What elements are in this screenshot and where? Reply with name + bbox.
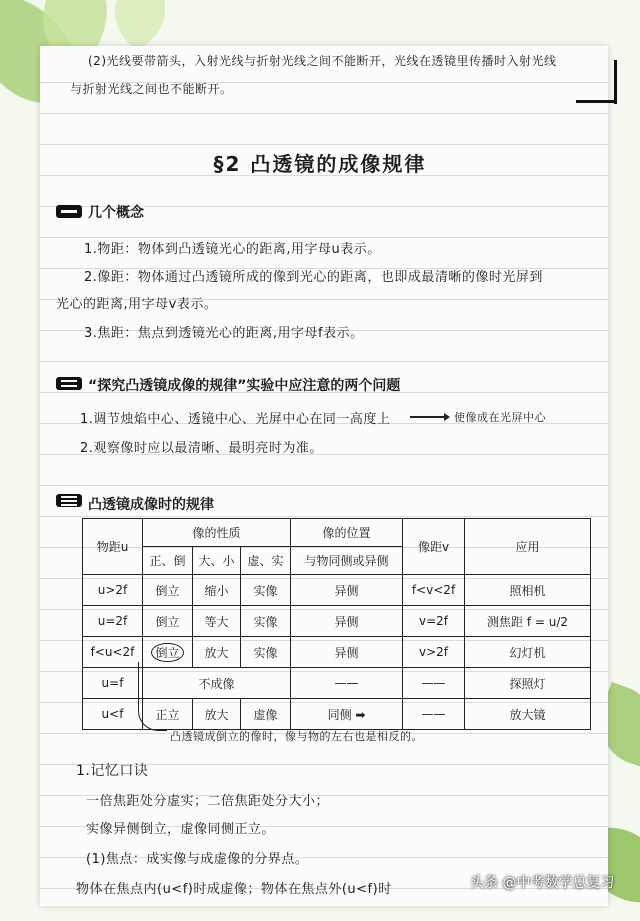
cell-image-distance: v>2f <box>403 637 465 668</box>
cell-application: 测焦距 f = u/2 <box>465 606 591 637</box>
experiment-note-1: 1.调节烛焰中心、透镜中心、光屏中心在同一高度上 <box>80 412 391 427</box>
corner-mark <box>600 60 617 104</box>
cell-upright: 正立 <box>143 699 193 730</box>
focal-point-note: (1)焦点：成实像与成虚像的分界点。 <box>86 852 309 867</box>
source-watermark: 头条 @中考数学总复习 <box>470 875 615 891</box>
concept-image-distance-cont: 光心的距离,用字母v表示。 <box>56 297 218 312</box>
cell-object-distance: u<f <box>83 699 143 730</box>
cell-image-distance: —— <box>403 699 465 730</box>
corner-mark <box>576 100 614 103</box>
header-image-nature: 像的性质 <box>143 519 291 547</box>
result-arrow <box>410 416 448 418</box>
concept-object-distance: 1.物距：物体到凸透镜光心的距离,用字母u表示。 <box>84 242 381 257</box>
focal-point-detail: 物体在焦点内(u<f)时成虚像；物体在焦点外(u<f)时 <box>76 882 392 897</box>
section-two-badge <box>56 377 82 390</box>
circled-inverted: 倒立 <box>151 643 183 662</box>
mnemonic-line-1: 一倍焦距处分虚实；二倍焦距处分大小； <box>86 794 330 809</box>
table-row <box>83 575 591 606</box>
header-position-side: 与物同侧或异侧 <box>291 547 403 575</box>
cell-position: 异侧 <box>291 637 403 668</box>
concept-image-distance: 2.像距：物体通过凸透镜所成的像到光心的距离，也即成最清晰的像时光屏到 <box>84 270 543 285</box>
header-application: 应用 <box>465 519 591 575</box>
header-image-distance: 像距v <box>403 519 465 575</box>
cell-position: 异侧 <box>291 606 403 637</box>
cell-size: 等大 <box>193 606 241 637</box>
cell-object-distance: u>2f <box>83 575 143 606</box>
leaf-decoration-top-left <box>98 0 183 52</box>
header-upright-inverted: 正、倒 <box>143 547 193 575</box>
mnemonic-line-2: 实像异侧倒立，虚像同侧正立。 <box>86 822 276 837</box>
cell-upright: 倒立 <box>143 575 193 606</box>
section-two-heading: “探究凸透镜成像的规律”实验中应注意的两个问题 <box>88 378 401 394</box>
page-title: §2 凸透镜的成像规律 <box>213 152 427 176</box>
cell-image-distance: v=2f <box>403 606 465 637</box>
experiment-note-2: 2.观察像时应以最清晰、最明亮时为准。 <box>80 441 323 456</box>
cell-position-text: 同侧 <box>327 707 352 722</box>
experiment-note-1-result: 使像成在光屏中心 <box>454 411 546 424</box>
section-three-heading: 凸透镜成像时的规律 <box>88 497 214 513</box>
table-row <box>83 606 591 637</box>
top-note-line2: 与折射光线之间也不能断开。 <box>70 82 233 96</box>
section-three-badge <box>56 494 82 507</box>
cell-upright: 倒立 <box>143 606 193 637</box>
cell-no-image: 不成像 <box>143 668 291 699</box>
cell-real-virtual: 实像 <box>241 637 291 668</box>
cell-position: 异侧 <box>291 575 403 606</box>
cell-application: 幻灯机 <box>465 637 591 668</box>
cell-position: —— <box>291 668 403 699</box>
section-one-heading: 几个概念 <box>88 205 144 221</box>
section-one-badge <box>56 205 82 218</box>
mnemonic-heading: 1.记忆口诀 <box>76 763 149 779</box>
cell-object-distance: u=2f <box>83 606 143 637</box>
cell-size: 缩小 <box>193 575 241 606</box>
cell-object-distance: u=f <box>83 668 143 699</box>
top-note-line1: (2)光线要带箭头，入射光线与折射光线之间不能断开，光线在透镜里传播时入射光线 <box>88 54 557 68</box>
header-size: 大、小 <box>193 547 241 575</box>
cell-real-virtual: 实像 <box>241 606 291 637</box>
concept-focal-length: 3.焦距：焦点到透镜光心的距离,用字母f表示。 <box>84 326 364 341</box>
header-real-virtual: 虚、实 <box>241 547 291 575</box>
cell-size: 放大 <box>193 699 241 730</box>
cell-real-virtual: 实像 <box>241 575 291 606</box>
cell-size: 放大 <box>193 637 241 668</box>
cell-real-virtual: 虚像 <box>241 699 291 730</box>
note-connector <box>138 662 167 731</box>
header-object-distance: 物距u <box>83 519 143 575</box>
header-image-position: 像的位置 <box>291 519 403 547</box>
cell-application: 放大镜 <box>465 699 591 730</box>
pointer-arrow-icon: ➡ <box>355 707 366 722</box>
cell-application: 照相机 <box>465 575 591 606</box>
cell-application: 探照灯 <box>465 668 591 699</box>
cell-image-distance: f<v<2f <box>403 575 465 606</box>
table-note: 凸透镜成倒立的像时，像与物的左右也是相反的。 <box>170 730 423 743</box>
cell-object-distance: f<u<2f <box>83 637 143 668</box>
cell-image-distance: —— <box>403 668 465 699</box>
cell-position <box>291 699 403 730</box>
